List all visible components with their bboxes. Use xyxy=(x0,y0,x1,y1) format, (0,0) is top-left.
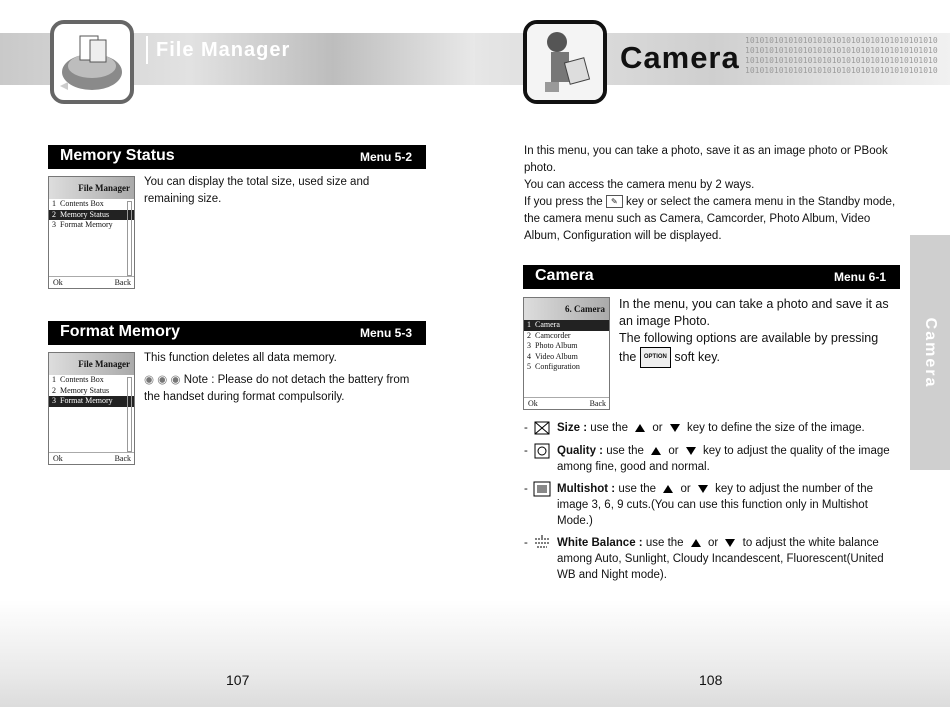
feature-multishot: - Multishot : use the or key to adjust the number of the image 3, 6, 9 cuts.(You can use this function only in Multishot Mode.) xyxy=(524,483,874,527)
back-softkey: Back xyxy=(114,278,131,287)
down-arrow-icon xyxy=(686,447,696,455)
phone-menu-item: 4 Video Album xyxy=(527,351,578,361)
phone-menu-item: 1 Contents Box xyxy=(52,375,104,384)
file-manager-icon xyxy=(50,20,134,104)
phone-softkeys xyxy=(49,276,134,288)
up-arrow-icon xyxy=(691,539,701,547)
camera-bar xyxy=(523,265,900,289)
ok-softkey: Ok xyxy=(53,454,63,463)
feature-white-balance: - White Balance : use the or to adjust the white balance among Auto, Sunlight, Cloudy Incandescent, Fluorescent(United WB and Night mode). xyxy=(524,537,884,581)
format-memory-text: This function deletes all data memory. xyxy=(144,352,337,364)
side-tab-label: Camera xyxy=(922,317,939,389)
size-icon xyxy=(533,420,551,436)
phone-screen-format-memory xyxy=(48,352,135,465)
format-memory-menu: Menu 5-3 xyxy=(359,326,412,340)
up-arrow-icon xyxy=(635,424,645,432)
quality-icon xyxy=(533,443,551,459)
camera-icon xyxy=(523,20,607,104)
format-memory-bar xyxy=(48,321,426,345)
phone-menu-item: 3 Format Memory xyxy=(49,396,134,407)
section-title-file-manager: File Manager xyxy=(146,36,290,64)
multishot-icon xyxy=(533,481,551,497)
back-softkey: Back xyxy=(589,399,606,408)
phone-menu-item: 2 Camcorder xyxy=(527,330,571,340)
footer-clouds xyxy=(0,600,950,707)
format-memory-title: Format Memory xyxy=(60,323,181,340)
camera-key-icon: ✎ xyxy=(606,195,623,208)
phone-screen-title: File Manager xyxy=(49,177,134,199)
white-balance-icon xyxy=(533,535,551,551)
section-title-camera: Camera xyxy=(620,40,740,75)
phone-scrollbar xyxy=(127,201,132,276)
camera-description: In the menu, you can take a photo and save it as an image Photo. The following options are available by pressing the OPTION soft key. xyxy=(619,296,897,368)
phone-screen-camera xyxy=(523,297,610,410)
format-memory-note: ◉ ◉ ◉ Note : Please do not detach the battery from the handset during format compulsorily. xyxy=(144,374,410,403)
camera-title: Camera xyxy=(535,267,594,284)
phone-softkeys xyxy=(524,397,609,409)
phone-menu-item: 2 Memory Status xyxy=(52,385,110,395)
phone-menu-item: 1 Camera xyxy=(524,320,609,331)
memory-status-title: Memory Status xyxy=(60,147,175,164)
phone-menu-item: 2 Memory Status xyxy=(49,210,134,221)
option-key-icon: OPTION xyxy=(640,347,671,368)
phone-softkeys xyxy=(49,452,134,464)
down-arrow-icon xyxy=(698,485,708,493)
camera-menu: Menu 6-1 xyxy=(833,270,886,284)
up-arrow-icon xyxy=(651,447,661,455)
camera-intro: In this menu, you can take a photo, save it as an image photo or PBook photo. You can access the camera menu by 2 ways. If you press the ✎ key or select the camera menu in the Standby mode, the camera menu such as Camera, Camcorder, Photo Album, Video Album, Configuration will be displayed. xyxy=(524,145,896,242)
phone-menu-item: 3 Format Memory xyxy=(52,220,113,229)
page-number-left: 107 xyxy=(226,672,250,688)
page-number-right: 108 xyxy=(699,672,723,688)
phone-menu-item: 3 Photo Album xyxy=(527,341,578,350)
phone-scrollbar xyxy=(127,377,132,452)
chapter-side-tab xyxy=(910,235,950,470)
memory-status-text: You can display the total size, used size and remaining size. xyxy=(144,176,370,205)
back-softkey: Back xyxy=(114,454,131,463)
down-arrow-icon xyxy=(725,539,735,547)
phone-screen-title: 6. Camera xyxy=(524,298,609,320)
binary-decoration: 1010101010101010101010101010101010101010 1010101010101010101010101010101010101010 1010101010101010101010101010101010101010 1010101010101010101010101010101010101010 xyxy=(745,36,938,75)
note-icon: ◉ ◉ ◉ xyxy=(144,374,181,386)
ok-softkey: Ok xyxy=(53,278,63,287)
phone-menu-item: 1 Contents Box xyxy=(52,199,104,208)
ok-softkey: Ok xyxy=(528,399,538,408)
down-arrow-icon xyxy=(670,424,680,432)
up-arrow-icon xyxy=(663,485,673,493)
phone-screen-memory-status xyxy=(48,176,135,289)
phone-menu-item: 5 Configuration xyxy=(527,362,580,371)
feature-quality: - Quality : use the or key to adjust the quality of the image among fine, good and normal. xyxy=(524,445,890,473)
feature-size: - Size : use the or key to define the size of the image. xyxy=(524,422,865,434)
memory-status-menu: Menu 5-2 xyxy=(359,150,412,164)
phone-screen-title: File Manager xyxy=(49,353,134,375)
memory-status-bar xyxy=(48,145,426,169)
